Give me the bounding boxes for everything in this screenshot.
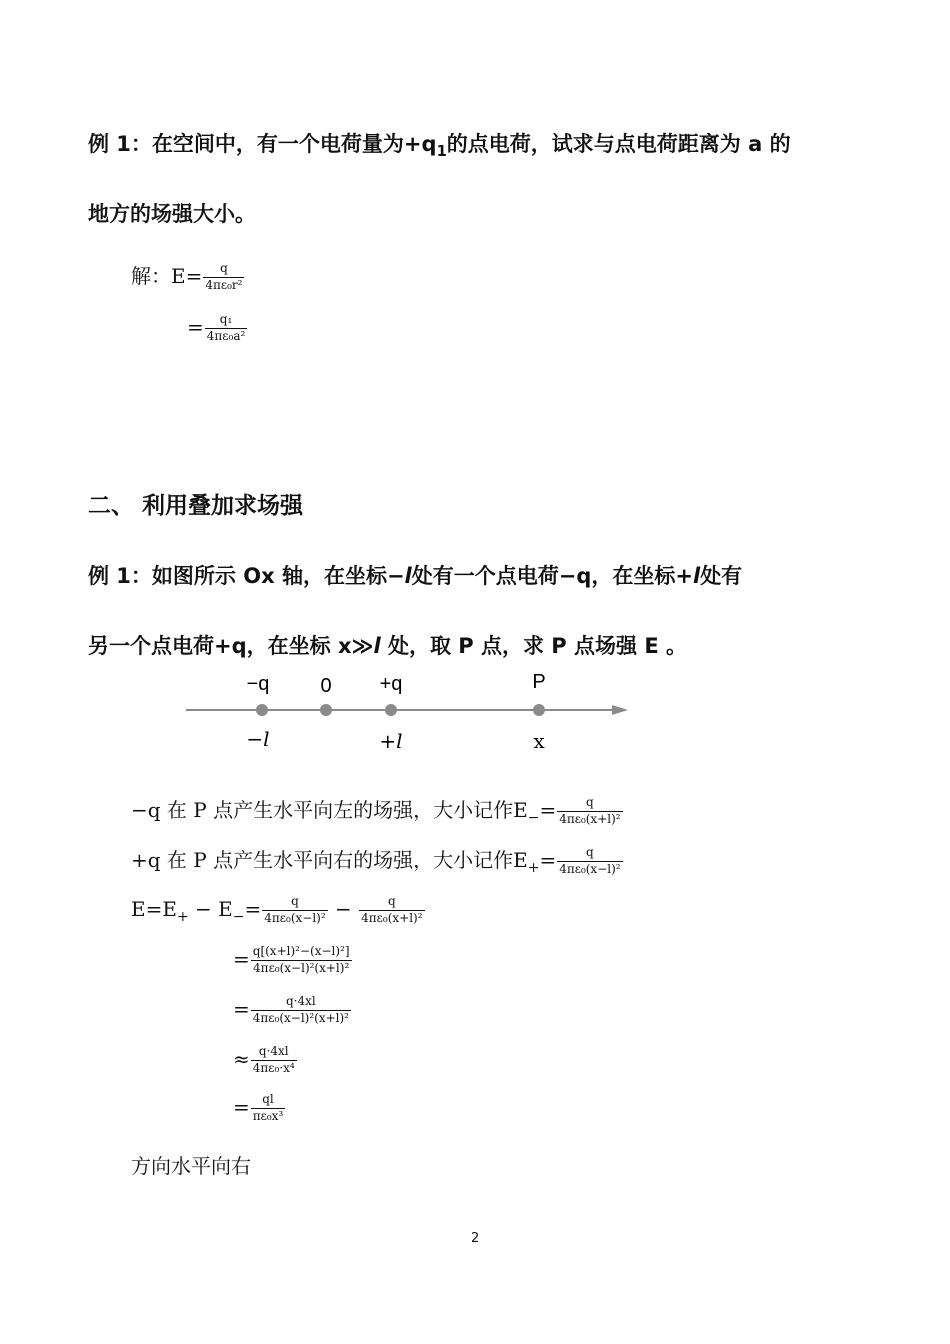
label-minus-q: −q xyxy=(246,673,270,695)
example1-line1: 例 1：在空间中，有一个电荷量为$+q_1$的点电荷，试求与点电荷距离为 a 的 xyxy=(88,132,791,161)
origin-point xyxy=(320,704,332,716)
step-combine: = $\frac{\text{q[(x+l)²−(x−l)²]}}{\text{4πε₀(x−l)²(x+l)²}}$ xyxy=(233,944,350,975)
label-plus-l: +l xyxy=(379,729,403,753)
label-minus-l: −l xyxy=(246,727,270,751)
number-line-diagram xyxy=(180,668,640,758)
example2-line2: 另一个点电荷+q，在坐标 x≫l 处，取 P 点，求 P 点场强 E 。 xyxy=(88,634,687,658)
label-x: x xyxy=(533,729,545,753)
point-p xyxy=(533,704,545,716)
example2-line1: 例 1：如图所示 Ox 轴，在坐标−l处有一个点电荷−q，在坐标+l处有 xyxy=(88,564,743,588)
fraction: $\frac{ql}{\text{πε₀x³}}$ xyxy=(252,1092,284,1123)
axis-arrow-icon xyxy=(612,705,628,715)
fraction: $\frac{q}{\text{4πε₀r²}}$ xyxy=(205,261,243,292)
charge-plus-q-point xyxy=(385,704,397,716)
step-result: = $\frac{ql}{\text{πε₀x³}}$ xyxy=(233,1092,284,1123)
section-heading: 二、 利用叠加求场强 xyxy=(88,493,304,519)
fraction: $\frac{q\cdot 4xl}{\text{4πε₀·x⁴}}$ xyxy=(252,1044,295,1075)
step-approximate: ≈ $\frac{q\cdot 4xl}{\text{4πε₀·x⁴}}$ xyxy=(233,1044,295,1075)
fraction: $\frac{\text{q₁}}{\text{4πε₀a²}}$ xyxy=(206,312,246,343)
fraction: $\frac{q}{\text{4πε₀(x+l)²}}$ xyxy=(361,894,423,925)
fraction: $\frac{q}{\text{4πε₀(x−l)²}}$ xyxy=(264,894,326,925)
example1-line2: 地方的场强大小。 xyxy=(88,202,256,226)
label-p: P xyxy=(532,671,546,693)
field-plus-line: +q 在 P 点产生水平向右的场强，大小记作$E_+=$ $\frac{q}{\text{4πε₀(x−l)²}}$ xyxy=(131,845,621,876)
fraction: $\frac{q}{\text{4πε₀(x+l)²}}$ xyxy=(559,795,621,826)
page-number: 2 xyxy=(471,1231,480,1246)
label-origin: 0 xyxy=(320,675,332,697)
superposition-line: $E=E_+ - E_-=$ $\frac{q}{\text{4πε₀(x−l)²}}$ − $\frac{q}{\text{4πε₀(x+l)²}}$ xyxy=(131,894,423,925)
solution-line2: = $\frac{\text{q₁}}{\text{4πε₀a²}}$ xyxy=(187,312,246,343)
fraction: $\frac{q}{\text{4πε₀(x−l)²}}$ xyxy=(559,845,621,876)
label-plus-q: +q xyxy=(379,673,403,695)
charge-minus-q-point xyxy=(256,704,268,716)
fraction: $\frac{q\cdot 4xl}{\text{4πε₀(x−l)²(x+l)²}}$ xyxy=(252,994,349,1025)
field-minus-line: −q 在 P 点产生水平向左的场强，大小记作$E_-=$ $\frac{q}{\text{4πε₀(x+l)²}}$ xyxy=(131,795,621,826)
fraction: $\frac{\text{q[(x+l)²−(x−l)²]}}{\text{4πε₀(x−l)²(x+l)²}}$ xyxy=(252,944,350,975)
step-expand: = $\frac{q\cdot 4xl}{\text{4πε₀(x−l)²(x+l)²}}$ xyxy=(233,994,349,1025)
direction-text: 方向水平向右 xyxy=(131,1154,251,1178)
solution-line1: 解：E= $\frac{q}{\text{4πε₀r²}}$ xyxy=(131,261,243,292)
